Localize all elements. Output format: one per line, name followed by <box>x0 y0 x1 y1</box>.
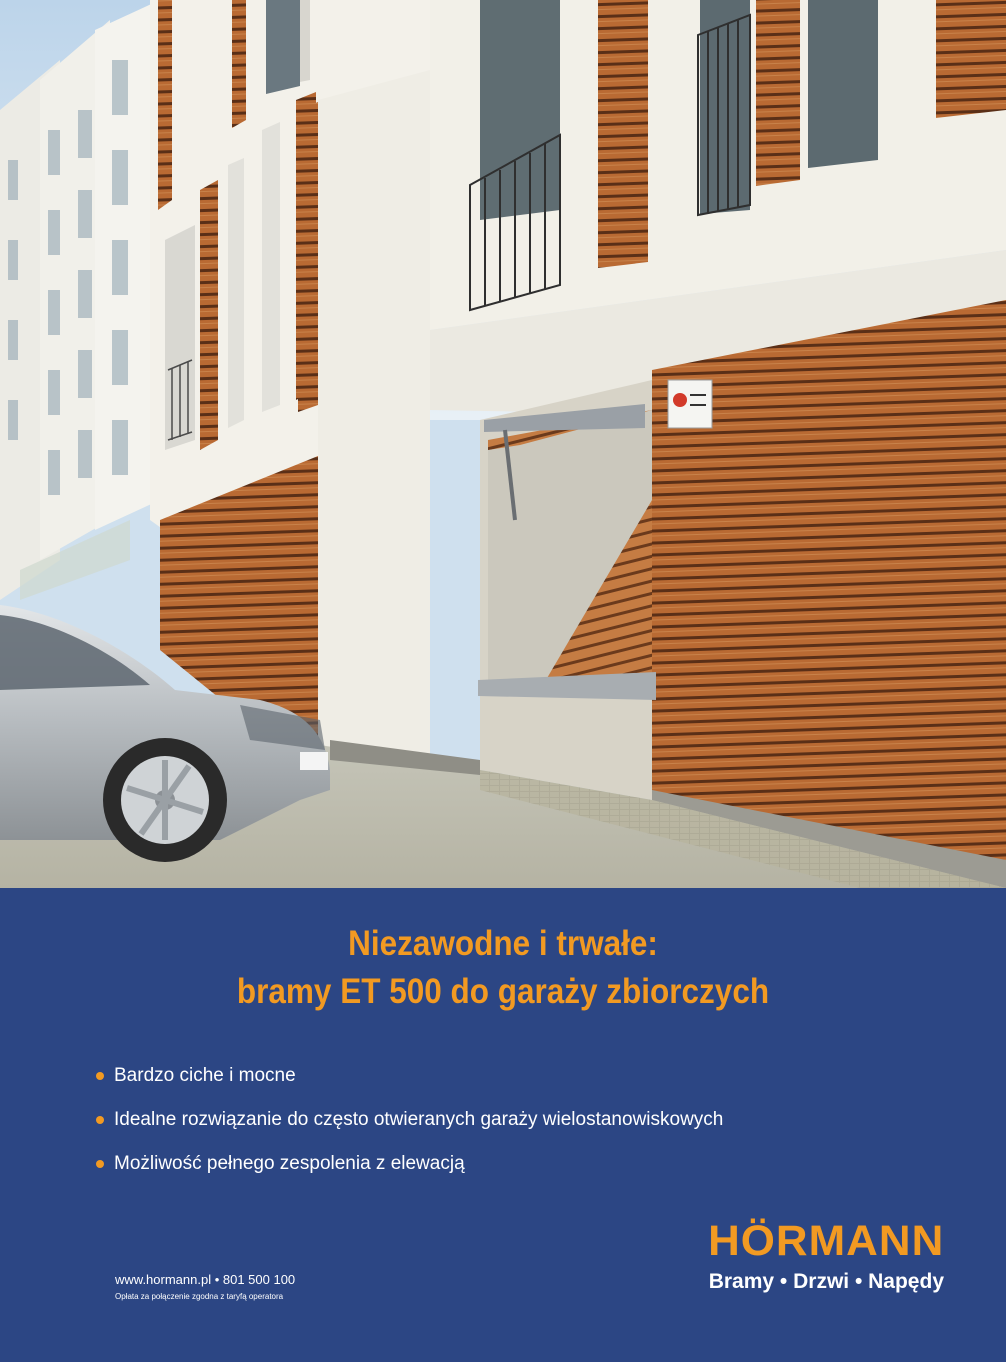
feature-list <box>92 1064 723 1196</box>
bullet-icon <box>96 1072 104 1080</box>
feature-text: Bardzo ciche i mocne <box>114 1065 296 1086</box>
hormann-logo: HÖRMANN <box>707 1217 944 1265</box>
brand-tagline: Bramy • Drzwi • Napędy <box>708 1270 944 1293</box>
feature-item <box>92 1108 723 1152</box>
headline-line-1: Niezawodne i trwałe: <box>348 924 658 963</box>
feature-item <box>92 1152 723 1196</box>
distant-buildings <box>0 0 160 600</box>
feature-item <box>92 1064 723 1108</box>
no-parking-sign <box>668 380 712 428</box>
feature-text: Idealne rozwiązanie do często otwieranych garaży wielostanowiskowych <box>114 1109 724 1130</box>
contact-info: www.hormann.pl • 801 500 100 <box>115 1272 296 1287</box>
headline-line-2: bramy ET 500 do garaży zbiorczych <box>236 972 770 1011</box>
info-panel <box>0 888 1006 1362</box>
brand-block <box>709 1218 944 1296</box>
call-cost-note: Opłata za połączenie zgodna z taryfą operatora <box>115 1292 284 1301</box>
feature-text: Możliwość pełnego zespolenia z elewacją <box>114 1153 465 1174</box>
bullet-icon <box>96 1116 104 1124</box>
bullet-icon <box>96 1160 104 1168</box>
